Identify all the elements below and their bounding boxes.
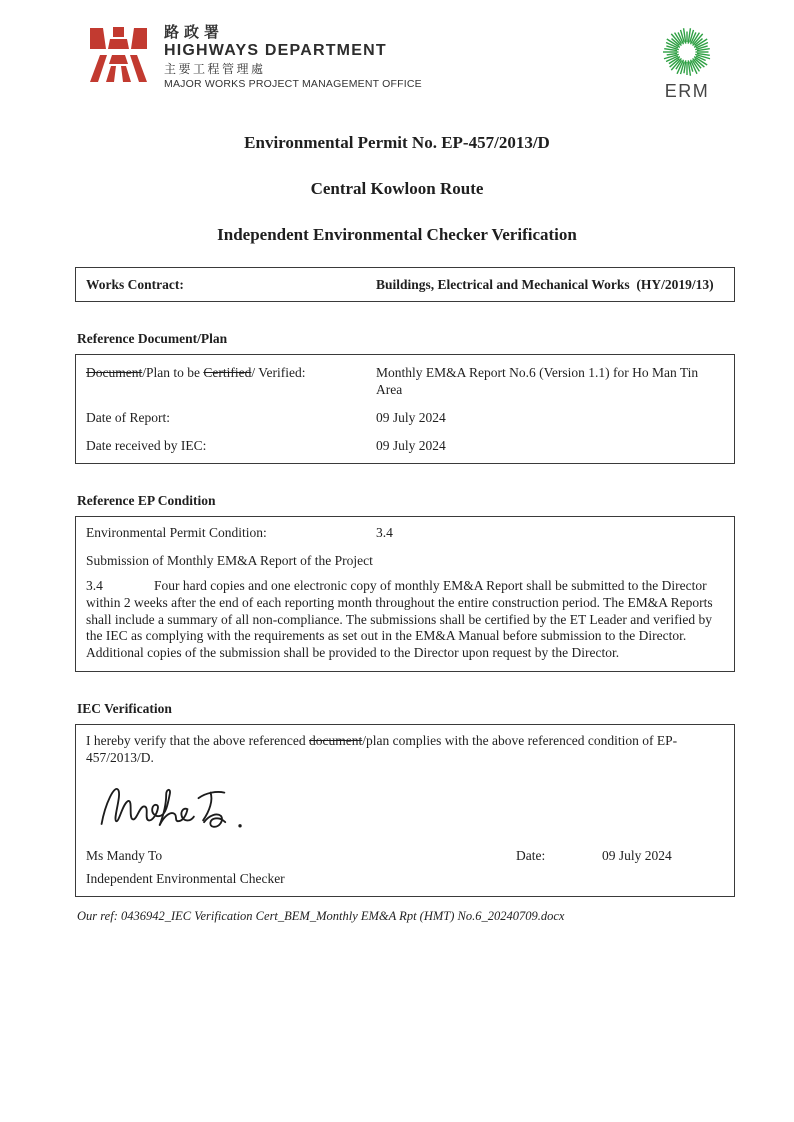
page-header [88,24,722,102]
statement-before-text: I hereby verify that the above referenced [86,732,310,748]
document-strike-text: Document [86,365,143,380]
project-title: Central Kowloon Route [310,179,484,198]
verification-statement [86,732,724,766]
date-received-label: Date received by IEC: [86,438,207,453]
reference-ep-condition-heading: Reference EP Condition [77,493,216,508]
iec-verification-heading: IEC Verification [77,700,172,716]
date-of-report-row [86,409,724,426]
erm-rays [663,28,710,76]
document-strike-text-2: document [309,732,363,748]
label-mid-text: /Plan to be [142,365,204,380]
works-contract-value: Buildings, Electrical and Mechanical Works (HY/2019/13) [376,277,714,292]
ep-condition-label: Environmental Permit Condition: [86,525,267,540]
department-name-block [164,24,422,91]
signatory-row [86,847,724,864]
works-contract-label: Works Contract: [86,277,184,292]
date-of-report-label: Date of Report: [86,410,170,425]
erm-logo-text: ERM [664,81,710,101]
document-titles [0,133,794,244]
our-ref-line: Our ref: 0436942_IEC Verification Cert_BEM_Monthly EM&A Rpt (HMT) No.6_20240709.docx [77,908,565,923]
iec-verification-box [75,724,735,897]
office-name-english: MAJOR WORKS PROJECT MANAGEMENT OFFICE [164,78,422,90]
ep-clause-number: 3.4 [86,578,103,593]
document-plan-row [86,364,724,398]
ep-condition-value: 3.4 [376,525,393,540]
ep-clause-text: Four hard copies and one electronic copy of monthly EM&A Report shall be submitted to the Director within 2 weeks after the end of each reporting month throughout the entire construction period. The EM&A Reports shall include a summary of all non-compliance. The submissions shall be certified by the ET Leader and verified by the IEC as complying with the requirements as set out in the EM&A Manual before submission to the Director. Additional copies of the submission shall be provided to the Director upon request by the Director. [86,578,713,661]
signatory-name: Ms Mandy To [86,847,163,863]
department-name-chinese: 路政署 [164,24,225,41]
date-label: Date: [516,847,546,863]
reference-document-box [75,354,735,464]
document-plan-label [86,364,376,398]
office-name-chinese: 主要工程管理處 [164,62,266,76]
signatory-title: Independent Environmental Checker [86,870,285,886]
permit-number-title: Environmental Permit No. EP-457/2013/D [244,133,550,152]
erm-logo-block [652,24,722,102]
signature-image [88,776,273,836]
signature-period-dot [238,824,241,827]
label-end-text: / Verified: [251,365,306,380]
date-value: 09 July 2024 [602,847,672,863]
statement-after-text: /plan complies with the above referenced condition of EP-457/2013/D. [86,732,678,765]
date-received-value: 09 July 2024 [376,438,446,453]
works-contract-box [75,267,735,302]
ep-condition-subtitle: Submission of Monthly EM&A Report of the Project [86,553,373,568]
highways-department-block [88,24,422,91]
document-plan-value: Monthly EM&A Report No.6 (Version 1.1) for Ho Man Tin Area [376,365,699,397]
certified-strike-text: Certified [203,365,252,380]
date-of-report-value: 09 July 2024 [376,410,446,425]
ep-condition-row [86,524,724,541]
reference-document-heading: Reference Document/Plan [77,331,228,346]
verification-title: Independent Environmental Checker Verification [217,225,577,244]
erm-sunburst-icon [659,24,715,80]
reference-ep-condition-box [75,516,735,672]
department-name-english: HIGHWAYS DEPARTMENT [164,42,387,59]
date-received-row [86,437,724,454]
ep-clause-paragraph [86,578,724,662]
highways-department-logo-icon [88,24,150,86]
